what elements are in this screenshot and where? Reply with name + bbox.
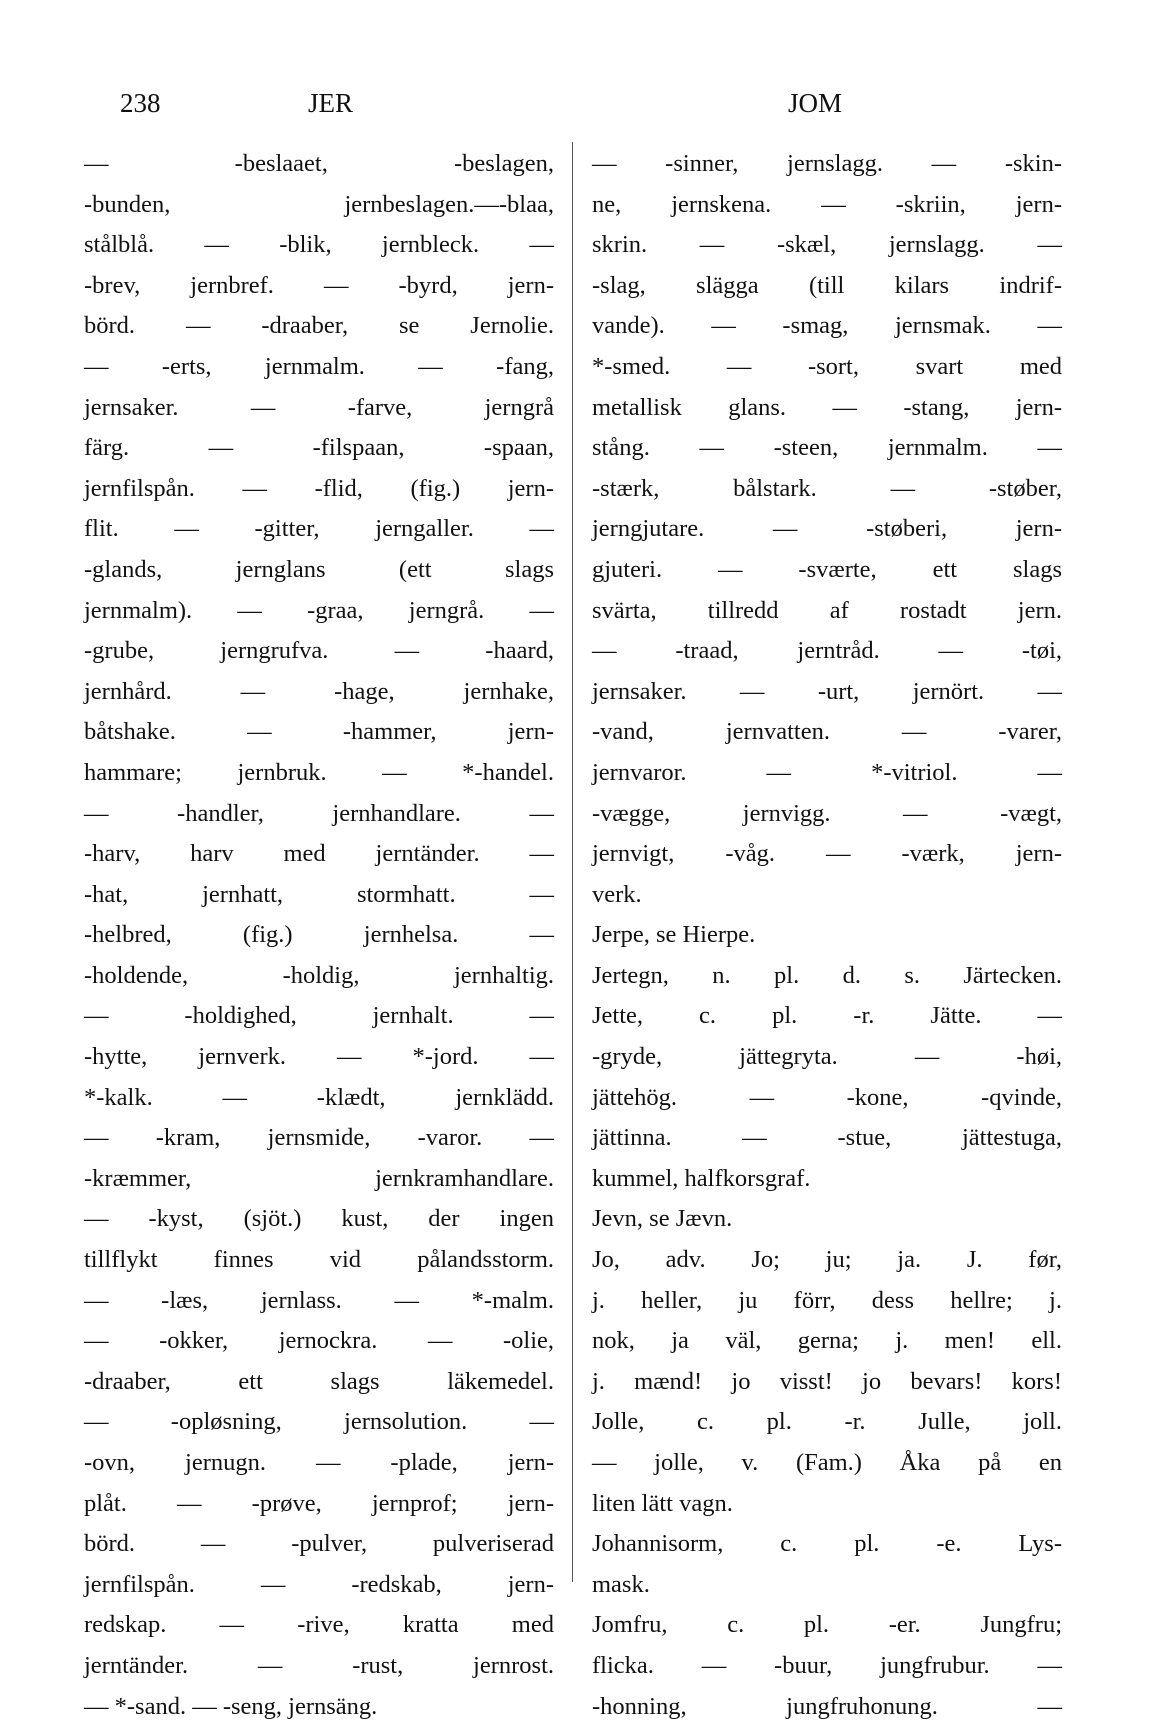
page-number: 238 [120, 88, 161, 118]
text-line: nok, ja väl, gerna; j. men! ell. [592, 1327, 1062, 1355]
text-line: Jolle, c. pl. -r. Julle, joll. [592, 1408, 1062, 1436]
text-line: — -læs, jernlass. — *-malm. [84, 1286, 554, 1314]
text-line: -brev, jernbref. — -byrd, jern- [84, 271, 554, 299]
text-line: flit. — -gitter, jerngaller. — [84, 515, 554, 543]
text-line: *-smed. — -sort, svart med [592, 352, 1062, 380]
text-line: verk. [592, 880, 642, 908]
text-line: jernsaker. — -urt, jernört. — [592, 677, 1062, 705]
text-line: — -kyst, (sjöt.) kust, der ingen [84, 1205, 554, 1233]
text-line: -harv, harv med jerntänder. — [84, 840, 554, 868]
text-line: jättinna. — -stue, jättestuga, [592, 1124, 1062, 1152]
text-line: stålblå. — -blik, jernbleck. — [84, 231, 554, 259]
text-line: — *-sand. — -seng, jernsäng. [84, 1692, 378, 1720]
text-line: -hytte, jernverk. — *-jord. — [84, 1043, 554, 1071]
text-line: -ovn, jernugn. — -plade, jern- [84, 1449, 554, 1476]
text-line: jerntänder. — -rust, jernrost. [84, 1651, 554, 1679]
right-guide-word: JOM [788, 88, 843, 118]
text-line: — -traad, jerntråd. — -tøi, [592, 637, 1062, 665]
text-line: jernvaror. — *-vitriol. — [592, 758, 1062, 786]
text-line: jernfilspån. — -flid, (fig.) jern- [84, 474, 554, 502]
left-column [84, 144, 554, 1727]
text-line: Jevn, se Jævn. [592, 1205, 733, 1233]
text-line: ne, jernskena. — -skriin, jern- [592, 190, 1062, 218]
text-line: jernhård. — -hage, jernhake, [84, 677, 554, 705]
text-line: -hat, jernhatt, stormhatt. — [84, 880, 554, 908]
text-line: Jo, adv. Jo; ju; ja. J. før, [592, 1246, 1062, 1274]
text-line: — jolle, v. (Fam.) Åka på en [592, 1449, 1062, 1476]
text-line: -kræmmer, jernkramhandlare. [84, 1164, 554, 1192]
text-line: — -opløsning, jernsolution. — [84, 1408, 554, 1436]
text-line: — -beslaaet, -beslagen, [84, 150, 554, 177]
text-line: -bunden, jernbeslagen.—-blaa, [84, 190, 554, 218]
text-line: -glands, jernglans (ett slags [84, 555, 554, 583]
text-line: j. heller, ju förr, dess hellre; j. [592, 1286, 1062, 1314]
text-line: jernsaker. — -farve, jerngrå [84, 393, 554, 421]
text-line: skrin. — -skæl, jernslagg. — [592, 231, 1062, 259]
text-line: redskap. — -rive, kratta med [84, 1611, 554, 1639]
text-line: plåt. — -prøve, jernprof; jern- [84, 1489, 554, 1517]
text-line: båtshake. — -hammer, jern- [84, 718, 554, 746]
text-line: flicka. — -buur, jungfrubur. — [592, 1651, 1062, 1679]
page-header [0, 88, 1152, 128]
text-line: jernmalm). — -graa, jerngrå. — [84, 596, 554, 624]
text-line: jättehög. — -kone, -qvinde, [592, 1083, 1062, 1111]
text-line: börd. — -draaber, se Jernolie. [84, 312, 554, 340]
text-line: -draaber, ett slags läkemedel. [84, 1367, 554, 1395]
text-line: — -sinner, jernslagg. — -skin- [592, 150, 1062, 177]
text-line: mask. [592, 1570, 650, 1598]
text-line: kummel, halfkorsgraf. [592, 1164, 811, 1192]
text-line: vande). — -smag, jernsmak. — [592, 312, 1062, 340]
text-line: jerngjutare. — -støberi, jern- [592, 515, 1062, 543]
text-line: -grube, jerngrufva. — -haard, [84, 637, 554, 665]
text-line: -helbred, (fig.) jernhelsa. — [84, 921, 554, 949]
text-line: färg. — -filspaan, -spaan, [84, 434, 554, 462]
text-line: börd. — -pulver, pulveriserad [84, 1530, 554, 1558]
text-line: Jette, c. pl. -r. Jätte. — [592, 1002, 1062, 1030]
text-line: jernvigt, -våg. — -værk, jern- [592, 840, 1062, 868]
text-line: hammare; jernbruk. — *-handel. [84, 758, 554, 786]
text-line: liten lätt vagn. [592, 1489, 733, 1517]
text-line: -slag, slägga (till kilars indrif- [592, 271, 1062, 299]
text-line: *-kalk. — -klædt, jernklädd. [84, 1083, 554, 1111]
right-column [592, 144, 1062, 1727]
text-line: stång. — -steen, jernmalm. — [592, 434, 1062, 462]
text-line: — -kram, jernsmide, -varor. — [84, 1124, 554, 1152]
text-line: svärta, tillredd af rostadt jern. [592, 596, 1062, 624]
text-line: -vand, jernvatten. — -varer, [592, 718, 1062, 746]
text-line: — -erts, jernmalm. — -fang, [84, 352, 554, 380]
text-line: Jertegn, n. pl. d. s. Järtecken. [592, 961, 1062, 989]
text-line: -holdende, -holdig, jernhaltig. [84, 961, 554, 989]
text-line: — -holdighed, jernhalt. — [84, 1002, 554, 1030]
text-line: Jomfru, c. pl. -er. Jungfru; [592, 1611, 1062, 1639]
text-line: -vægge, jernvigg. — -vægt, [592, 799, 1062, 827]
text-line: tillflykt finnes vid pålandsstorm. [84, 1246, 554, 1274]
text-line: -stærk, bålstark. — -støber, [592, 474, 1062, 502]
text-line: gjuteri. — -sværte, ett slags [592, 555, 1062, 583]
text-line: — -handler, jernhandlare. — [84, 799, 554, 827]
text-line: Jerpe, se Hierpe. [592, 921, 756, 949]
text-line: metallisk glans. — -stang, jern- [592, 393, 1062, 421]
left-guide-word: JER [308, 88, 354, 118]
text-line: jernfilspån. — -redskab, jern- [84, 1570, 554, 1598]
text-line: -honning, jungfruhonung. — [592, 1692, 1062, 1720]
text-line: -gryde, jättegryta. — -høi, [592, 1043, 1062, 1071]
text-line: Johannisorm, c. pl. -e. Lys- [592, 1530, 1062, 1558]
column-divider [572, 142, 573, 1582]
text-line: j. mænd! jo visst! jo bevars! kors! [592, 1367, 1062, 1395]
text-line: — -okker, jernockra. — -olie, [84, 1327, 554, 1355]
